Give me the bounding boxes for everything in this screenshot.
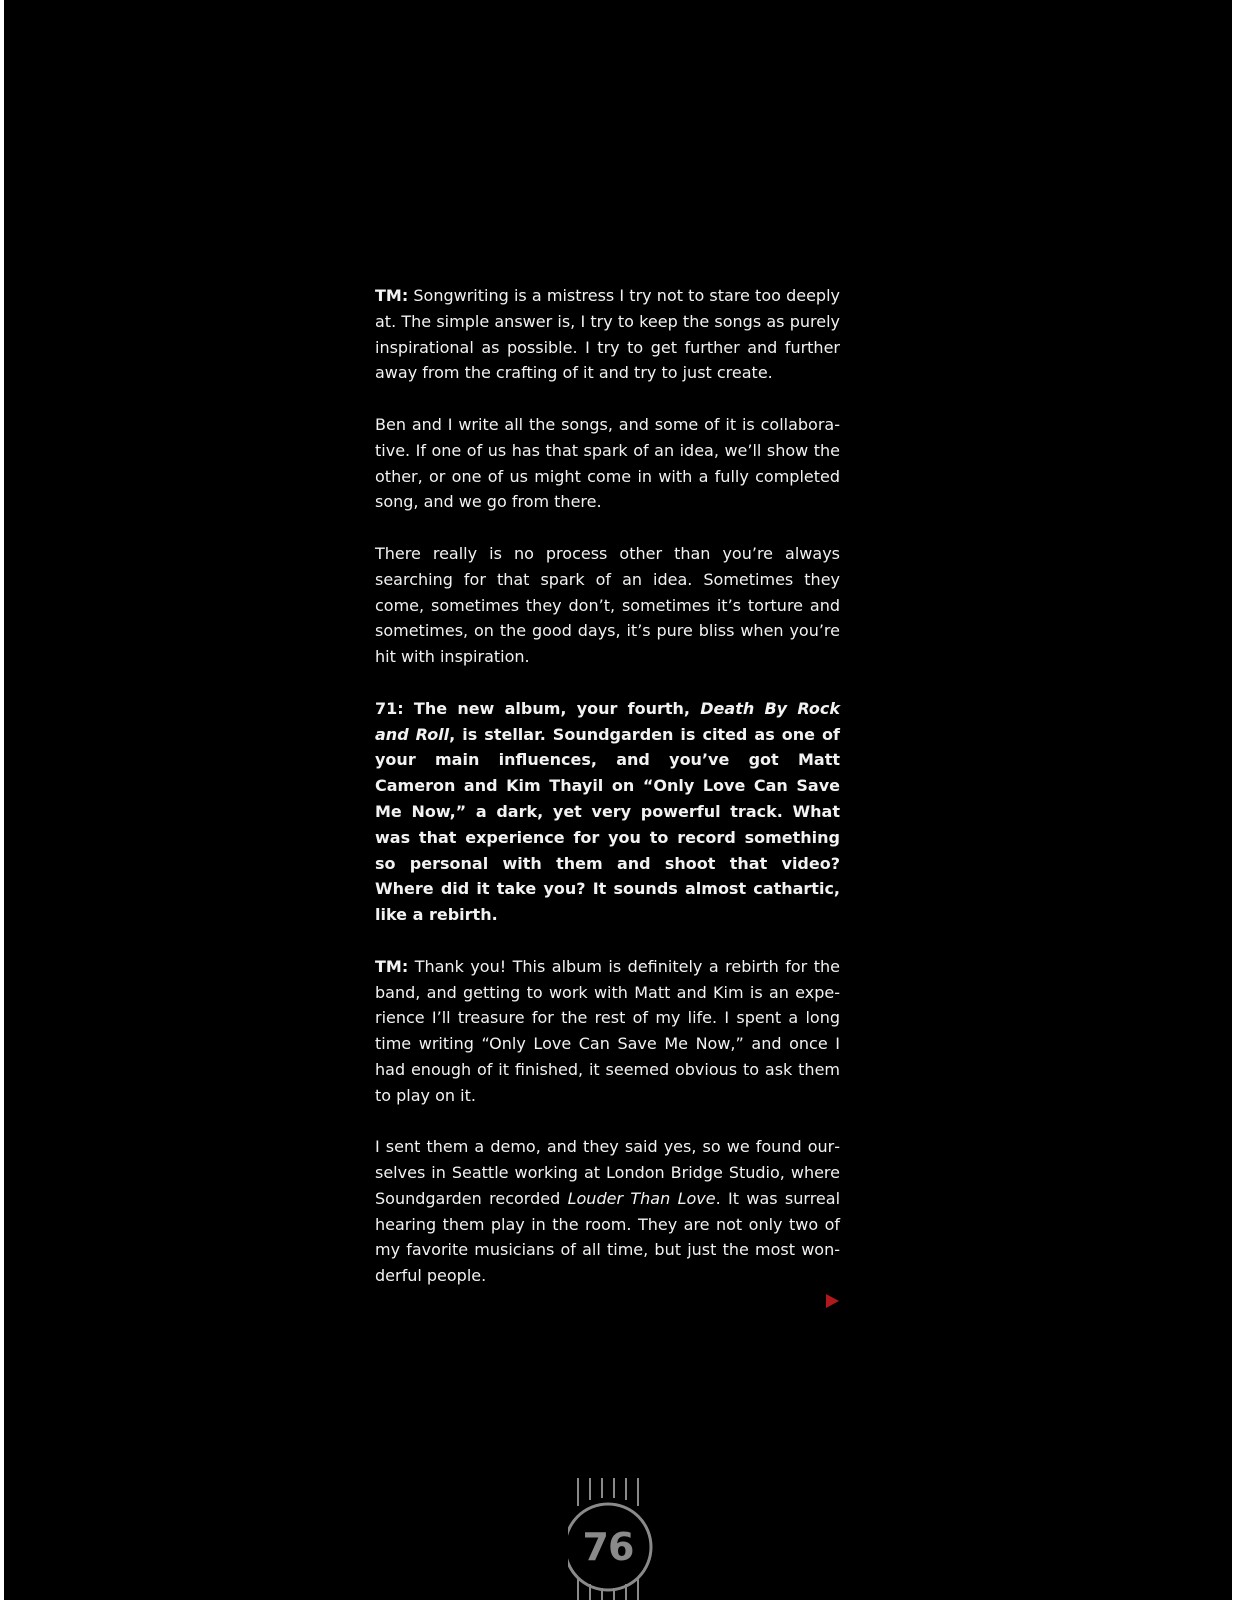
question-lead: 71: The new album, your fourth, [375, 698, 701, 718]
body-paragraph [375, 1134, 840, 1289]
album-title: Death By Rock and Roll [375, 698, 840, 744]
body-paragraph: There really is no process other than you’re always searching for that spark of an idea. Sometimes they come, sometimes they don’t, sometimes it’s torture and sometimes, on the good days, it’s pure bliss when you’re hit with inspiration. [375, 543, 840, 667]
interview-article [375, 283, 840, 1315]
answer-text: Songwriting is a mistress I try not to stare too deeply at. The simple answer is, I try to keep the songs as purely inspirational as possible. I try to get further and further away from the crafting of it and try to just create. [375, 286, 840, 383]
page-folio [568, 1478, 658, 1600]
red-triangle-end-icon [826, 1294, 839, 1308]
speaker-label: TM: [375, 286, 409, 305]
speaker-label: TM: [375, 956, 409, 976]
body-text: I sent them a demo, and they said yes, so we found ourselves in Seattle working at London Bridge Studio, where Soundgarden recorded [375, 1137, 840, 1208]
question-paragraph [375, 696, 840, 928]
page-number: 76 [582, 1525, 634, 1569]
body-paragraph: Ben and I write all the songs, and some of it is collaborative. If one of us has that spark of an idea, we’ll show the other, or one of us might come in with a fully completed song, and we go from there. [375, 414, 840, 512]
body-text: . It was surreal hearing them play in the room. They are not only two of my favorite musicians of all time, but just the most wonderful people. [375, 1188, 841, 1286]
album-title: Louder Than Love [567, 1188, 716, 1208]
answer-text: Thank you! This album is definitely a rebirth for the band, and getting to work with Matt and Kim is an experience I’ll treasure for the rest of my life. I spent a long time writing “Only Love Can Save Me Now,” and once I had enough of it finished, it seemed obvious to ask them to play on it. [375, 956, 840, 1105]
answer-paragraph [375, 954, 840, 1109]
answer-paragraph [375, 283, 840, 386]
magazine-page [4, 0, 1232, 1600]
question-text: , is stellar. Soundgarden is cited as one of your main influences, and you’ve got Matt Cameron and Kim Thayil on “Only Love Can Save Me Now,” a dark, yet very powerful track. What was that experience for you to record something so personal with them and shoot that video? Where did it take you? It sounds almost cathartic, like a rebirth. [375, 724, 840, 925]
